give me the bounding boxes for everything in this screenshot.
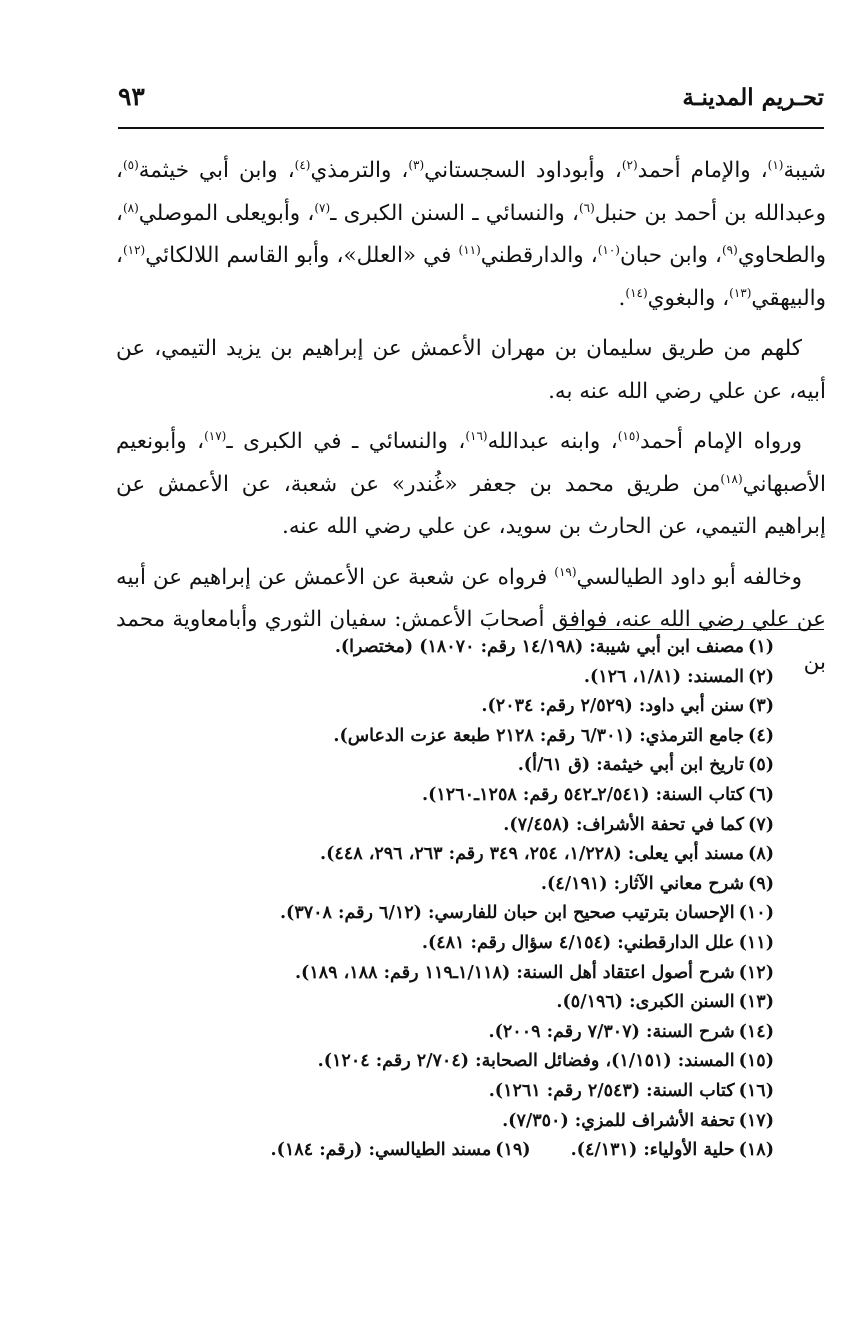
footnote-number: (١٥) (738, 1051, 774, 1072)
footnote-16 (116, 1077, 774, 1107)
footnote-number: (٩) (748, 873, 774, 894)
footnote-ref: (١٧) (204, 428, 227, 443)
footnote-ref: (١٩) (554, 564, 577, 579)
footnote-ref: (٣) (408, 157, 425, 172)
paragraph-2: كلهم من طريق سليمان بن مهران الأعمش عن إبراهيم بن يزيد التيمي، عن أبيه، عن علي رضي الله عنه به. (116, 336, 826, 404)
header-rule (118, 127, 824, 129)
footnote-7 (116, 811, 774, 841)
footnote-text: شرح معاني الآثار: (٤/١٩١). (540, 873, 745, 894)
text-run: فرواه عن شعبة عن الأعمش عن إبراهيم عن أبيه عن علي رضي الله عنه، فوافق أصحابَ الأعمش: سفيان الثوري وأبامعاوية محمد بن (116, 564, 826, 675)
text-run: في «العلل»، وأبو القاسم اللالكائي (145, 243, 459, 268)
footnote-ref: (١٢) (122, 242, 146, 257)
footnote-text: تاريخ ابن أبي خيثمة: (ق ٦١/أ). (517, 755, 745, 776)
footnote-ref: (١) (767, 157, 784, 172)
footnotes (116, 633, 774, 1166)
footnote-6 (116, 781, 774, 811)
footnote-text: تحفة الأشراف للمزي: (٧/٣٥٠). (502, 1110, 735, 1131)
footnote-ref: (٨) (122, 200, 139, 215)
text-run: ، وأبونعيم الأصبهاني (116, 429, 826, 497)
paragraph-3 (116, 421, 826, 549)
footnote-18-19 (116, 1136, 774, 1166)
footnote-text: المسند: (١/١٥١)، وفضائل الصحابة: (٢/٧٠٤ رقم: ١٢٠٤). (317, 1051, 735, 1072)
footnote-number: (١٧) (738, 1110, 774, 1131)
footnote-ref: (٤) (294, 157, 311, 172)
text-run: ، وأبوداود السجستاني (424, 158, 622, 183)
footnote-number: (١٢) (738, 962, 774, 983)
footnote-text: كتاب السنة: (٢/٥٤٣ رقم: ١٢٦١). (488, 1080, 735, 1101)
footnote-text: كتاب السنة: (٢/٥٤١ـ٥٤٢ رقم: ١٢٥٨ـ١٢٦٠). (422, 784, 745, 805)
text-run: ، والإمام أحمد (637, 158, 768, 183)
footnote-number: (١٤) (738, 1021, 774, 1042)
running-title: تحـريم المدينـة (682, 84, 824, 111)
text-run: وخالفه أبو داود الطيالسي (576, 564, 802, 590)
text-run: ، وابن حبان (619, 243, 722, 268)
text-run: ، وابن أبي خيثمة (138, 158, 295, 183)
footnote-15 (116, 1047, 774, 1077)
footnote-5 (116, 751, 774, 781)
footnote-9 (116, 870, 774, 900)
text-run: ، والترمذي (310, 158, 409, 183)
footnote-text: حلية الأولياء: (٤/١٣١). (570, 1140, 735, 1161)
footnote-1 (116, 633, 774, 663)
footnote-12 (116, 959, 774, 989)
text-run: ، والنسائي ـ السنن الكبرى ـ (330, 200, 579, 226)
footnote-number: (١٣) (738, 992, 774, 1013)
text-run: ، وأبويعلى الموصلي (138, 200, 315, 226)
footnote-text: السنن الكبرى: (٥/١٩٦). (556, 992, 735, 1013)
footnote-ref: (١١) (458, 242, 481, 257)
footnote-number: (٤) (748, 725, 774, 746)
footnote-number: (١٩) (495, 1140, 531, 1161)
text-run: من طريق محمد بن جعفر «غُندر» عن شعبة، عن الأعمش عن إبراهيم التيمي، عن الحارث بن سويد، عن علي رضي الله عنه. (116, 471, 826, 539)
text-run: شيبة (783, 158, 827, 183)
footnote-ref: (٧) (314, 200, 331, 215)
footnote-2 (116, 663, 774, 693)
footnote-3 (116, 692, 774, 722)
text-run: ورواه الإمام أحمد (639, 429, 803, 454)
footnote-17 (116, 1107, 774, 1137)
footnote-ref: (١٦) (465, 428, 488, 443)
footnote-13 (116, 988, 774, 1018)
footnote-ref: (١٤) (625, 285, 648, 300)
text-run: ، والبيهقي (116, 243, 826, 311)
text-run: ، وابنه عبدالله (487, 429, 618, 454)
footnote-number: (٨) (748, 844, 774, 865)
footnote-10 (116, 899, 774, 929)
footnote-text: الإحسان بترتيب صحيح ابن حبان للفارسي: (٦/١٢ رقم: ٣٧٠٨). (279, 903, 735, 924)
text-run: ، والدارقطني (480, 243, 598, 268)
footnote-number: (٦) (748, 784, 774, 805)
footnote-text: سنن أبي داود: (٢/٥٢٩ رقم: ٢٠٣٤). (481, 696, 745, 717)
main-text (116, 150, 826, 692)
footnote-ref: (٩) (721, 242, 738, 257)
footnote-11 (116, 929, 774, 959)
text-run: ، وعبدالله بن أحمد بن حنبل (116, 158, 826, 226)
footnote-ref: (١٠) (597, 242, 620, 257)
footnote-14 (116, 1018, 774, 1048)
footnote-text: مصنف ابن أبي شيبة: (١٤/١٩٨ رقم: ١٨٠٧٠) (مختصرا). (334, 637, 745, 657)
footnote-separator (566, 629, 824, 630)
footnote-number: (٥) (748, 755, 774, 776)
footnote-text: شرح السنة: (٧/٣٠٧ رقم: ٢٠٠٩). (488, 1021, 735, 1042)
footnote-8 (116, 840, 774, 870)
footnote-text: شرح أصول اعتقاد أهل السنة: (١/١١٨ـ١١٩ رقم: ١٨٨، ١٨٩). (294, 962, 735, 983)
footnote-4 (116, 722, 774, 752)
footnote-number: (١) (748, 637, 774, 657)
page-header (118, 78, 824, 118)
footnote-number: (١١) (738, 932, 774, 953)
footnote-number: (١٦) (738, 1080, 774, 1101)
footnote-ref: (١٣) (729, 285, 752, 300)
footnote-number: (٧) (748, 814, 774, 835)
text-run: ، والطحاوي (116, 200, 826, 268)
footnote-text: علل الدارقطني: (٤/١٥٤ سؤال رقم: ٤٨١). (421, 932, 735, 953)
footnote-text: المسند: (١/٨١، ١٢٦). (583, 666, 745, 687)
text-run: ، والنسائي ـ في الكبرى ـ (226, 429, 466, 454)
footnote-text: كما في تحفة الأشراف: (٧/٤٥٨). (503, 814, 745, 835)
footnote-ref: (٦) (578, 200, 595, 215)
footnote-text: مسند أبي يعلى: (١/٢٢٨، ٢٥٤، ٣٤٩ رقم: ٢٦٣، ٢٩٦، ٤٤٨). (320, 844, 745, 865)
footnote-number: (١٨) (738, 1140, 774, 1161)
footnote-ref: (١٥) (617, 428, 640, 443)
footnote-number: (٣) (748, 696, 774, 717)
footnote-ref: (٥) (122, 157, 139, 172)
footnote-text: جامع الترمذي: (٦/٣٠١ رقم: ٢١٢٨ طبعة عزت الدعاس). (333, 725, 745, 746)
footnote-text: مسند الطيالسي: (رقم: ١٨٤). (270, 1140, 492, 1161)
paragraph-1 (116, 150, 826, 320)
text-run: ، والبغوي (647, 285, 730, 311)
footnote-number: (١٠) (738, 903, 774, 924)
footnote-ref: (٢) (621, 157, 638, 172)
text-run: . (618, 285, 626, 311)
page-number: ٩٣ (118, 82, 145, 111)
footnote-ref: (١٨) (720, 471, 743, 486)
footnote-number: (٢) (748, 666, 774, 687)
